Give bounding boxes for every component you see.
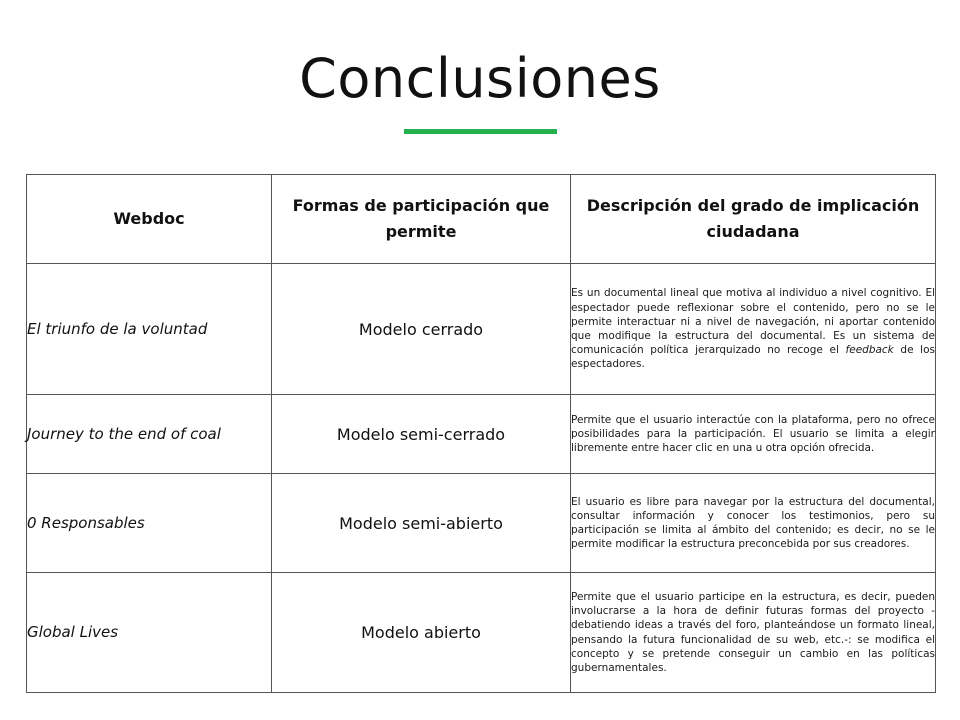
participation-model: Modelo abierto xyxy=(272,573,571,693)
header-webdoc xyxy=(27,175,272,264)
header-description xyxy=(571,175,936,264)
table-row xyxy=(27,395,936,474)
webdoc-name: Global Lives xyxy=(27,573,272,693)
header-participation xyxy=(272,175,571,264)
involvement-description: Permite que el usuario participe en la estructura, es decir, pueden involucrarse a la hora de definir futuras formas del proyecto -debatiendo ideas a través del foro, planteándose un formato lineal, pensando la futura funcionalidad de su web, etc.-: se modifica el concepto y se pretende conseguir un cambio en las políticas gubernamentales. xyxy=(571,573,936,693)
slide-title: Conclusiones xyxy=(299,47,661,110)
conclusions-table xyxy=(26,174,936,693)
header-description-label: Descripción del grado de implicación ciudadana xyxy=(586,196,920,241)
table-row xyxy=(27,573,936,693)
webdoc-name: El triunfo de la voluntad xyxy=(27,264,272,395)
webdoc-name: 0 Responsables xyxy=(27,474,272,573)
table-row xyxy=(27,474,936,573)
table-row xyxy=(27,264,936,395)
involvement-description: Es un documental lineal que motiva al individuo a nivel cognitivo. El espectador puede reflexionar sobre el contenido, pero no se le permite interactuar ni a nivel de navegación, ni aportar contenido que modifique la estructura del documental. Es un sistema de comunicación política jerarquizado no recoge el feedback de los espectadores. xyxy=(571,264,936,395)
participation-model: Modelo semi-cerrado xyxy=(272,395,571,474)
participation-model: Modelo cerrado xyxy=(272,264,571,395)
webdoc-name: Journey to the end of coal xyxy=(27,395,272,474)
header-participation-label: Formas de participación que permite xyxy=(292,196,550,241)
involvement-description: Permite que el usuario interactúe con la plataforma, pero no ofrece posibilidades para la participación. El usuario se limita a elegir libremente entre hacer clic en una u otra opción ofrecida. xyxy=(571,395,936,474)
participation-model: Modelo semi-abierto xyxy=(272,474,571,573)
table-header-row xyxy=(27,175,936,264)
involvement-description: El usuario es libre para navegar por la estructura del documental, consultar información y conocer los testimonios, pero su participación se limita al ámbito del contenido; es decir, no se le permite modificar la estructura preconcebida por sus creadores. xyxy=(571,474,936,573)
title-underline xyxy=(404,129,557,134)
header-webdoc-label: Webdoc xyxy=(113,209,185,228)
